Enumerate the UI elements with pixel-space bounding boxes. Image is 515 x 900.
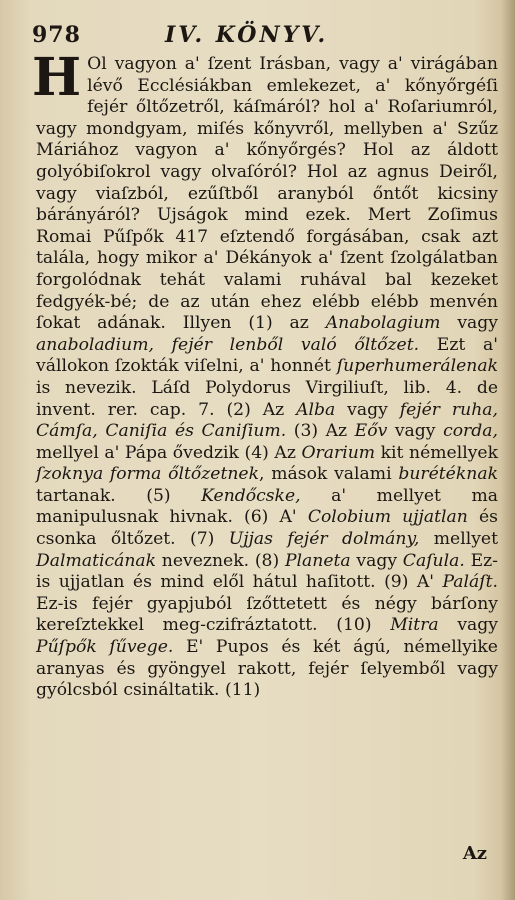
italic-term: burétéknak xyxy=(398,464,498,485)
text-run: kit némellyek xyxy=(375,442,499,463)
text-run: vagy xyxy=(335,399,400,420)
italic-term: Planeta xyxy=(284,550,351,571)
italic-term: Orarium xyxy=(301,442,376,463)
italic-term: Eőv xyxy=(354,421,388,442)
italic-term: Colobium ujjatlan xyxy=(307,507,468,528)
italic-term: Pűſpők ſűvege. xyxy=(36,637,174,658)
text-run: vagy xyxy=(438,615,498,636)
text-run: mellyet xyxy=(419,529,498,550)
text-run: is nevezik. Láſd Polydorus Virgiliuſt, lib. 4. de invent. rer. cap. 7. (2) Az xyxy=(36,377,498,420)
text-run: a' mellyet ma manipulusnak hivnak. (6) A' xyxy=(36,485,498,528)
text-run: vagy xyxy=(350,550,403,571)
italic-term: Caſula. xyxy=(402,550,465,571)
italic-term: Mitra xyxy=(390,615,439,636)
text-run: tartanak. (5) xyxy=(36,485,202,506)
italic-term: Kendőcske, xyxy=(201,485,301,506)
italic-term: Anabolagium xyxy=(325,313,441,334)
page-header xyxy=(32,22,497,52)
text-run: Ezt a' vállokon ſzokták viſelni, a' honnét xyxy=(36,334,498,377)
text-run: Ez-is ujjatlan és mind elől hátul haſitott. (9) A' xyxy=(36,550,498,593)
drop-cap: H xyxy=(32,47,82,108)
text-run: neveznek. (8) xyxy=(156,550,285,571)
catchword: Az xyxy=(462,843,487,864)
italic-term: corda, xyxy=(443,421,498,442)
text-run: E' Pupos és két ágú, némellyike aranyas és gyöngyel rakott, fejér ſelyemből vagy gyólcsból csináltatik. (11) xyxy=(36,637,498,701)
text-run: Ol vagyon a' ſzent Irásban, vagy a' virágában lévő Ecclésiákban emlekezet, a' kőnyőrgéſi fejér őltőzetről, káſmáról? hol a' Roſariumról, vagy mondgyam, miſés kőnyvről, mellyben a' Szűz Máriához vagyon a' kőnyőrgés? Hol az áldott golyóbiſokrol vagy olvaſóról? Hol az agnus Deiről, vagy viaſzból, ezűſtből aranyból őntőt kicsiny bárányáról? Ujságok mind ezek. Mert Zoſimus Romai Pűſpők 417 eſztendő forgásában, csak azt talála, hogy mikor a' Dékányok a' ſzent ſzolgálatban forgolódnak tehát valami ruhával bal kezeket fedgyék-bé; de az után ehez elébb elébb menvén ſokat adának. Illyen (1) az xyxy=(36,54,498,334)
page-number: 978 xyxy=(32,22,81,48)
italic-term: ſzoknya forma őltőzetnek xyxy=(36,464,260,485)
text-run: (3) Az xyxy=(286,421,355,442)
running-title: IV. KÖNYV. xyxy=(164,22,329,48)
italic-term: ſuperhumerálenak xyxy=(336,356,498,377)
text-run: mellyel a' Pápa ővedzik (4) Az xyxy=(36,442,302,463)
text-run: vagy xyxy=(387,421,444,442)
italic-term: anaboladium, fejér lenből való őltőzet. xyxy=(36,334,420,355)
text-run: Ez-is fejér gyapjuból ſzőttetett és négy bárſony kereſztekkel meg-czifráztatott. (10) xyxy=(36,593,498,636)
body-paragraph xyxy=(32,47,499,702)
text-run: vagy xyxy=(440,313,498,334)
italic-term: Alba xyxy=(296,399,336,420)
text-run: , mások valami xyxy=(259,464,399,485)
italic-term: Paláſt. xyxy=(442,572,498,593)
italic-term: Dalmaticának xyxy=(36,550,157,571)
italic-term: Ujjas fejér dolmány, xyxy=(228,529,420,550)
text-run: és csonka őltőzet. (7) xyxy=(36,507,498,550)
italic-term: fejér ruha, Cámſa, Caniſia és Caniſium. xyxy=(36,399,498,442)
